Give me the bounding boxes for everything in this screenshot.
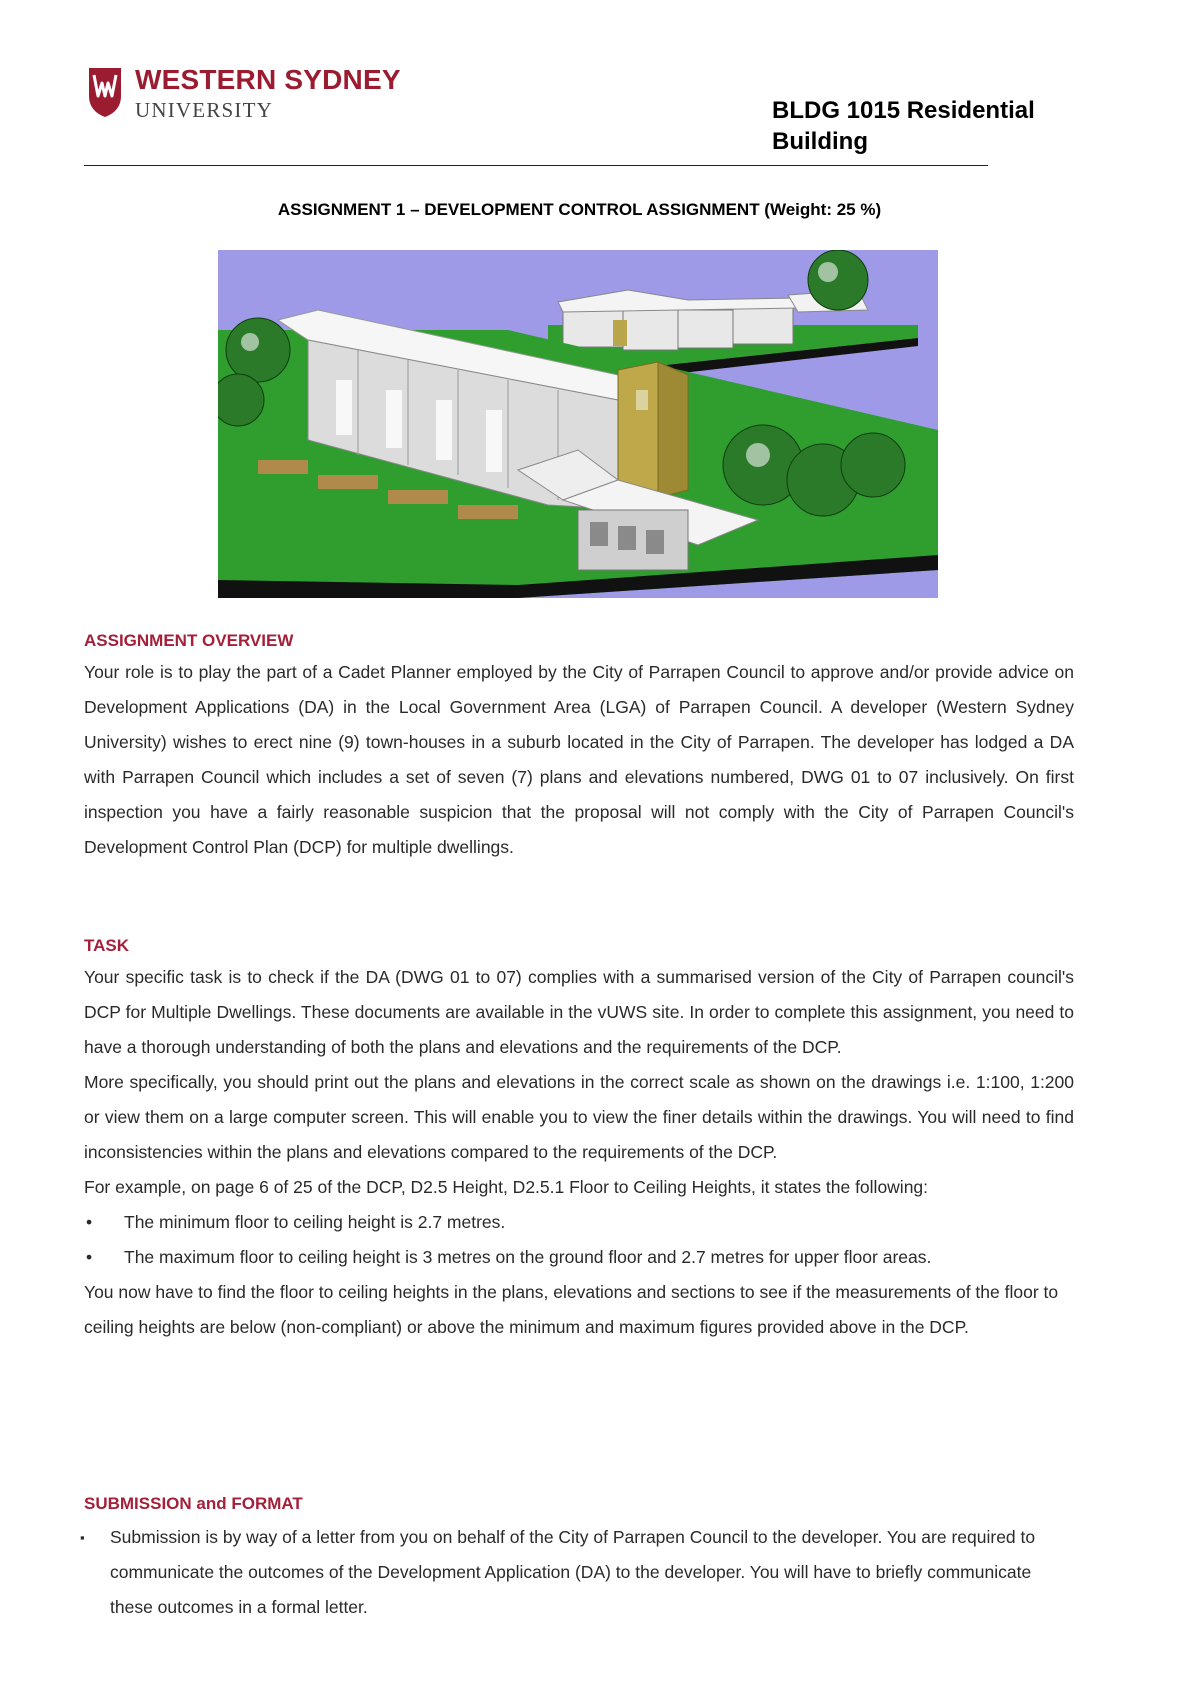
logo-name: WESTERN SYDNEY: [135, 64, 401, 95]
course-title-line2: Building: [772, 128, 868, 155]
task-heading: TASK: [84, 936, 130, 955]
task-bullet-2: [84, 1240, 1074, 1275]
submission-heading: SUBMISSION and FORMAT: [84, 1494, 303, 1513]
logo-subname: UNIVERSITY: [135, 98, 273, 122]
crest-icon: [87, 66, 123, 118]
task-paragraph-3: For example, on page 6 of 25 of the DCP, D2.5 Height, D2.5.1 Floor to Ceiling Heights, it states the following:: [84, 1177, 929, 1197]
task-section: [84, 935, 1074, 1345]
townhouse-rendering: [218, 250, 938, 598]
assignment-title: ASSIGNMENT 1 – DEVELOPMENT CONTROL ASSIGNMENT (Weight: 25 %): [277, 200, 882, 219]
task-paragraph-2: More specifically, you should print out the plans and elevations in the correct scale as shown on the drawings i.e. 1:100, 1:200 or view them on a large computer screen. This will enable you to view the finer details within the drawings. You will need to find inconsistencies within the plans and elevations compared to the requirements of the DCP.: [84, 1072, 1074, 1162]
task-bullet-text: The minimum floor to ceiling height is 2.7 metres.: [124, 1212, 506, 1232]
bullet-icon: •: [86, 1247, 93, 1267]
bullet-icon: ▪: [80, 1530, 85, 1545]
overview-section: [84, 630, 1074, 865]
bullet-icon: •: [86, 1212, 93, 1232]
submission-bullet-text: Submission is by way of a letter from you on behalf of the City of Parrapen Council to the developer. You are required to communicate the outcomes of the Development Application (DA) to the developer. You will have to briefly communicate these outcomes in a formal letter.: [110, 1527, 1036, 1617]
university-logo: [87, 66, 407, 126]
course-title: [772, 95, 1035, 157]
submission-bullet: [80, 1520, 1070, 1625]
submission-section: [80, 1493, 1074, 1625]
task-paragraph-4: You now have to find the floor to ceiling heights in the plans, elevations and sections to see if the measurements of the floor to ceiling heights are below (non-compliant) or above the minimum and maximum figures provided above in the DCP.: [84, 1282, 1059, 1337]
overview-text: Your role is to play the part of a Cadet Planner employed by the City of Parrapen Council to approve and/or provide advice on Development Applications (DA) in the Local Government Area (LGA) of Parrapen Council. A developer (Western Sydney University) wishes to erect nine (9) town-houses in a suburb located in the City of Parrapen. The developer has lodged a DA with Parrapen Council which includes a set of seven (7) plans and elevations numbered, DWG 01 to 07 inclusively. On first inspection you have a fairly reasonable suspicion that the proposal will not comply with the City of Parrapen Council's Development Control Plan (DCP) for multiple dwellings.: [84, 662, 1074, 857]
task-paragraph-1: Your specific task is to check if the DA (DWG 01 to 07) complies with a summarised version of the City of Parrapen council's DCP for Multiple Dwellings. These documents are available in the vUWS site. In order to complete this assignment, you need to have a thorough understanding of both the plans and elevations and the requirements of the DCP.: [84, 967, 1074, 1057]
task-bullet-1: [84, 1205, 1074, 1240]
overview-heading: ASSIGNMENT OVERVIEW: [84, 631, 294, 650]
header-divider: [84, 165, 988, 166]
course-title-line1: BLDG 1015 Residential: [772, 97, 1035, 124]
task-bullet-text: The maximum floor to ceiling height is 3 metres on the ground floor and 2.7 metres for upper floor areas.: [124, 1247, 932, 1267]
